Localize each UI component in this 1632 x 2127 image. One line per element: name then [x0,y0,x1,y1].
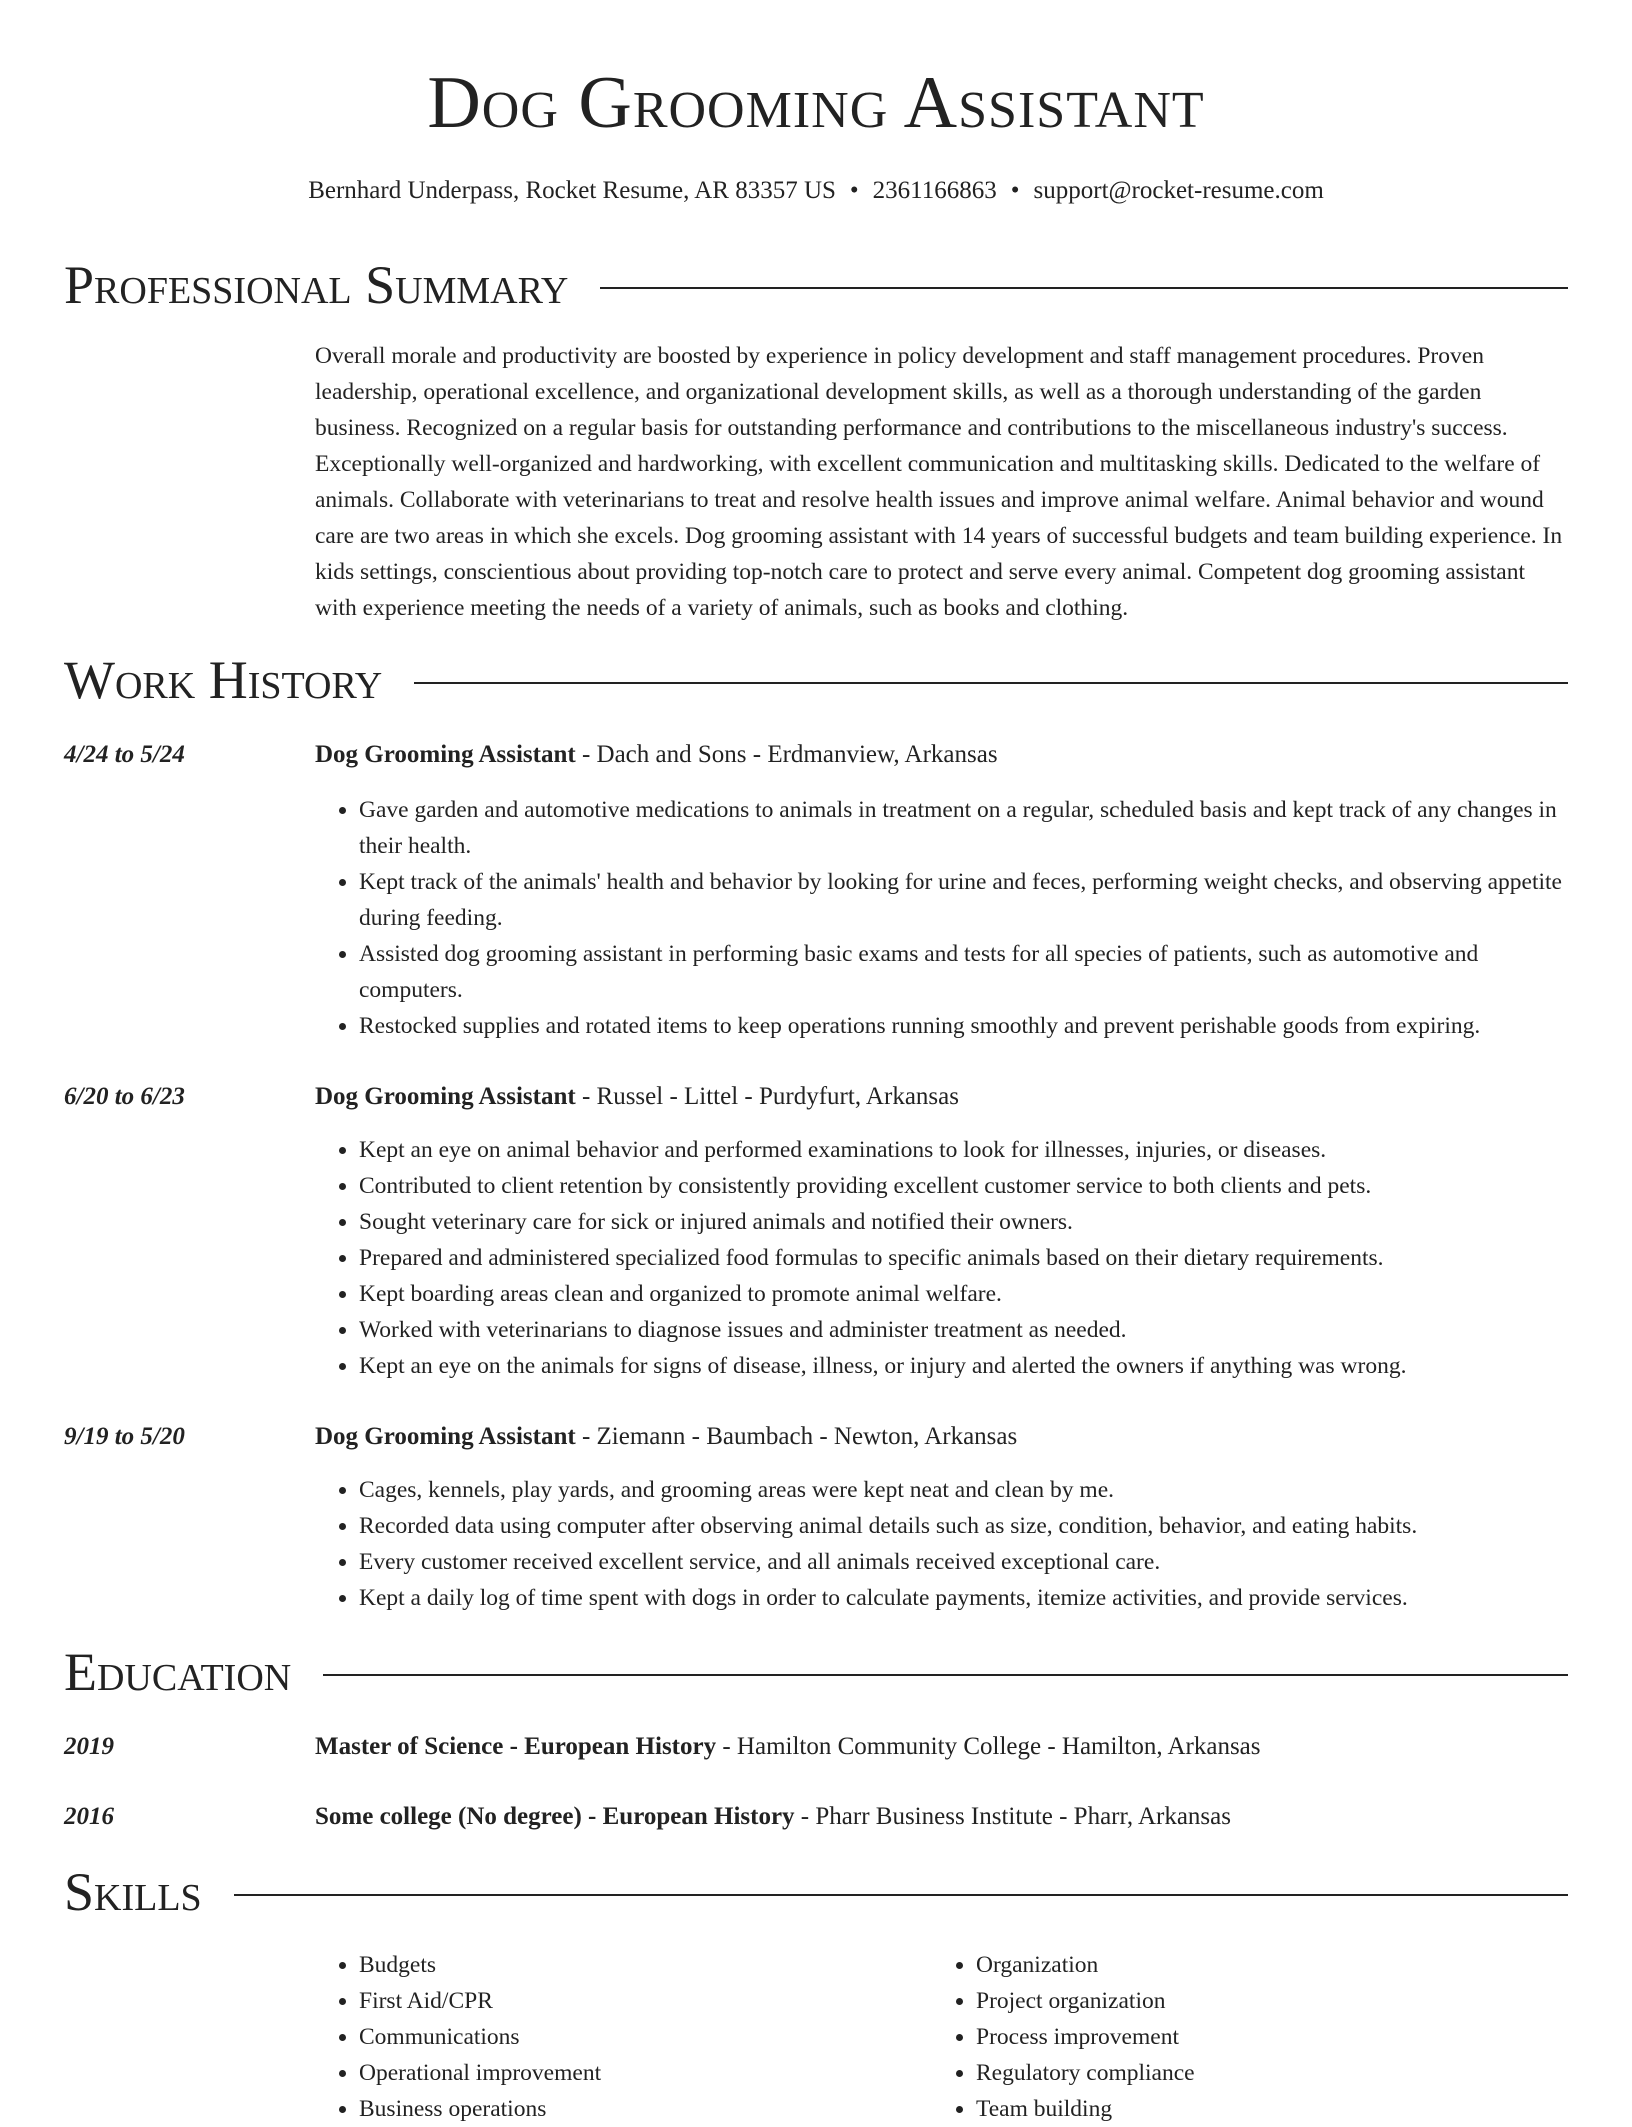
job-dates: 6/20 to 6/23 [64,1083,185,1110]
skills-section-header [64,1860,1568,1924]
skill-item: • Communications [359,2019,601,2055]
job-bullet: • Cages, kennels, play yards, and grooming areas were kept neat and clean by me. [359,1472,1570,1508]
section-divider [600,287,1568,289]
job-bullet: • Sought veterinary care for sick or injured animals and notified their owners. [359,1204,1570,1240]
job-title: Dog Grooming Assistant [315,1083,576,1110]
skill-item: • Business operations [359,2091,601,2127]
contact-email: support@rocket-resume.com [1033,177,1324,204]
section-title-summary: Professional Summary [64,255,569,315]
contact-separator: • [849,177,859,204]
education-degree: Master of Science - European History [315,1733,717,1760]
education-heading [315,1800,1231,1834]
summary-text: Overall morale and productivity are boosted by experience in policy development and staff management procedures. Proven leadership, operational excellence, and organizational development skills, as well as a thorough understanding of the garden business. Recognized on a regular basis for outstanding performance and contributions to the miscellaneous industry's success. Exceptionally well-organized and hardworking, with excellent communication and multitasking skills. Dedicated to the welfare of animals. Collaborate with veterinarians to treat and resolve health issues and improve animal welfare. Animal behavior and wound care are two areas in which she excels. Dog grooming assistant with 14 years of successful budgets and team building experience. In kids settings, conscientious about providing top-notch care to protect and serve every animal. Competent dog grooming assistant with experience meeting the needs of a variety of animals, such as books and clothing. [315,343,1563,621]
section-title-work: Work History [64,650,383,710]
job-bullet: • Kept boarding areas clean and organized to promote animal welfare. [359,1276,1570,1312]
skill-item: • Process improvement [976,2019,1195,2055]
job-heading [315,738,998,772]
section-divider [234,1894,1568,1896]
job-employer: - Russel - Littel - Purdyfurt, Arkansas [575,1083,959,1110]
skill-item: • Project organization [976,1983,1195,2019]
education-year: 2019 [64,1733,114,1760]
section-title-education: Education [64,1642,292,1702]
job-dates: 9/19 to 5/20 [64,1423,185,1450]
job-bullet: • Kept a daily log of time spent with dogs in order to calculate payments, itemize activities, and provide services. [359,1580,1570,1616]
job-bullet: • Every customer received excellent service, and all animals received exceptional care. [359,1544,1570,1580]
job-title: Dog Grooming Assistant [315,1423,576,1450]
job-bullets [315,1472,1570,1616]
summary-section-header [64,253,1568,317]
education-school: - Pharr Business Institute - Pharr, Arkansas [794,1803,1231,1830]
contact-line [0,174,1632,208]
job-title: Dog Grooming Assistant [315,741,576,768]
contact-phone: 2361166863 [872,177,997,204]
job-bullet: • Contributed to client retention by consistently providing excellent customer service to both clients and pets. [359,1168,1570,1204]
section-divider [414,682,1568,684]
job-employer: - Dach and Sons - Erdmanview, Arkansas [575,741,998,768]
job-bullet: • Kept track of the animals' health and behavior by looking for urine and feces, performing weight checks, and observing appetite during feeding. [359,864,1570,936]
skill-item: • Budgets [359,1947,601,1983]
job-heading [315,1420,1017,1454]
skill-item: • First Aid/CPR [359,1983,601,2019]
work-section-header [64,648,1568,712]
education-heading [315,1730,1261,1764]
job-bullet: • Recorded data using computer after observing animal details such as size, condition, behavior, and eating habits. [359,1508,1570,1544]
education-section-header [64,1640,1568,1704]
job-dates: 4/24 to 5/24 [64,741,185,768]
job-heading [315,1080,959,1114]
section-title-skills: Skills [64,1862,202,1922]
job-bullet: • Kept an eye on animal behavior and performed examinations to look for illnesses, injuries, or diseases. [359,1132,1570,1168]
education-degree: Some college (No degree) - European History [315,1803,795,1830]
skill-item: • Team building [976,2091,1195,2127]
resume-name: Dog Grooming Assistant [427,62,1205,144]
skills-list-right [932,1947,1195,2127]
skill-item: • Organization [976,1947,1195,1983]
skill-item: • Operational improvement [359,2055,601,2091]
job-bullets [315,792,1570,1044]
job-bullets [315,1132,1570,1384]
contact-separator: • [1010,177,1020,204]
job-bullet: • Assisted dog grooming assistant in performing basic exams and tests for all species of patients, such as automotive and computers. [359,936,1570,1008]
job-bullet: • Kept an eye on the animals for signs of disease, illness, or injury and alerted the owners if anything was wrong. [359,1348,1570,1384]
job-bullet: • Restocked supplies and rotated items to keep operations running smoothly and prevent perishable goods from expiring. [359,1008,1570,1044]
education-year: 2016 [64,1803,114,1830]
job-bullet: • Prepared and administered specialized food formulas to specific animals based on their dietary requirements. [359,1240,1570,1276]
education-school: - Hamilton Community College - Hamilton, Arkansas [716,1733,1261,1760]
job-bullet: • Gave garden and automotive medications to animals in treatment on a regular, scheduled basis and kept track of any changes in their health. [359,792,1570,864]
skill-item: • Regulatory compliance [976,2055,1195,2091]
contact-address: Bernhard Underpass, Rocket Resume, AR 83357 US [308,177,836,204]
skills-list-left [315,1947,601,2127]
job-bullet: • Worked with veterinarians to diagnose issues and administer treatment as needed. [359,1312,1570,1348]
section-divider [323,1674,1568,1676]
job-employer: - Ziemann - Baumbach - Newton, Arkansas [575,1423,1018,1450]
